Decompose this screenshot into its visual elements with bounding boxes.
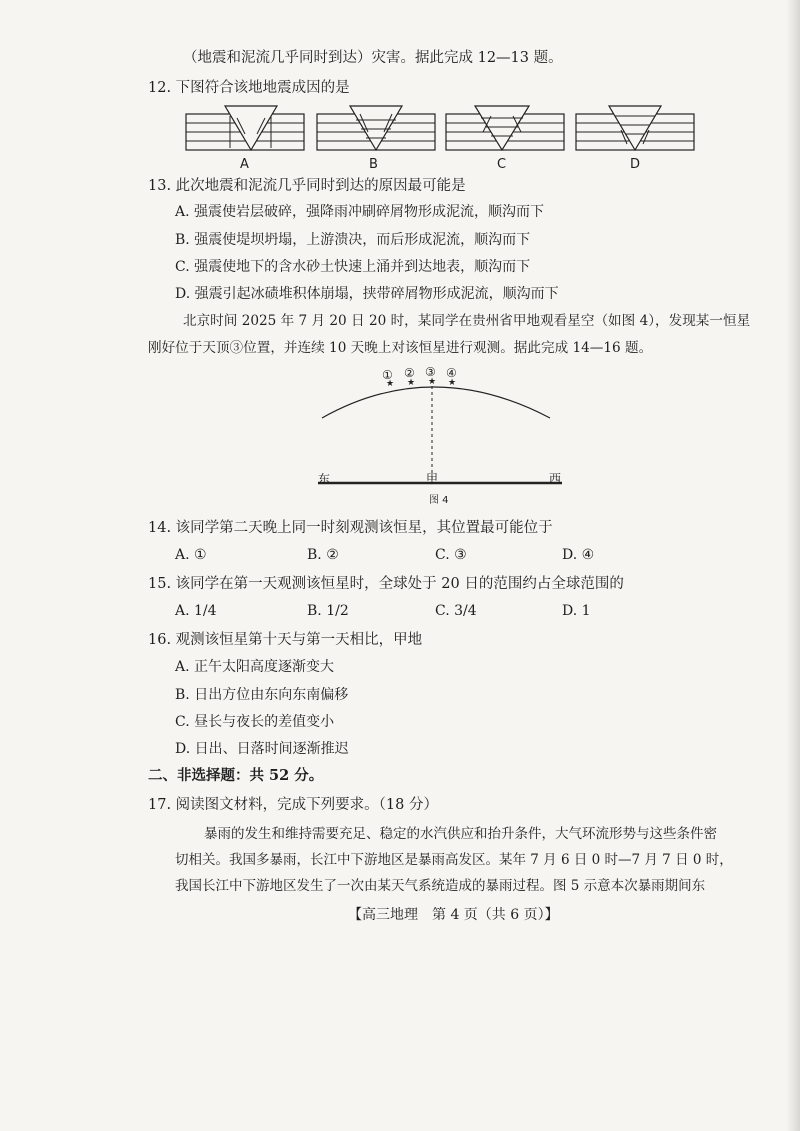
q14-option-b: B. ② <box>307 547 339 563</box>
q16-option-b: B. 日出方位由东向东南偏移 <box>175 687 349 703</box>
star-label-2: ② <box>404 366 415 380</box>
section-2-heading: 二、非选择题：共 52 分。 <box>148 767 324 784</box>
q14-stem: 14. 该同学第二天晚上同一时刻观测该恒星，其位置最可能位于 <box>148 520 553 536</box>
q16-option-d: D. 日出、日落时间逐渐推迟 <box>175 741 349 757</box>
star-4-icon: ★ <box>447 378 457 388</box>
q14-option-d: D. ④ <box>562 547 595 563</box>
page-footer: 【高三地理 第 4 页（共 6 页）】 <box>348 907 559 923</box>
site-jia: 甲 <box>426 472 439 486</box>
star-1-icon: ★ <box>385 379 395 389</box>
q16-stem: 16. 观测该恒星第十天与第一天相比，甲地 <box>148 632 423 648</box>
direction-east: 东 <box>318 472 331 486</box>
fault-diagram-d <box>575 104 695 154</box>
star-label-3: ③ <box>425 365 436 379</box>
passage2-line2: 刚好位于天顶③位置，并连续 10 天晚上对该恒星进行观测。据此完成 14—16 题。 <box>148 340 653 356</box>
passage2-line1: 北京时间 2025 年 7 月 20 日 20 时，某同学在贵州省甲地观看星空（如图 4），发现某一恒星 <box>183 313 751 329</box>
scan-edge-shadow <box>786 0 800 1131</box>
direction-west: 西 <box>549 472 562 486</box>
q13-option-d: D. 强震引起冰碛堆积体崩塌，挟带碎屑物形成泥流，顺沟而下 <box>175 286 559 302</box>
q13-option-a: A. 强震使岩层破碎，强降雨冲刷碎屑物形成泥流，顺沟而下 <box>175 204 545 220</box>
q13-option-c: C. 强震使地下的含水砂土快速上涌并到达地表，顺沟而下 <box>175 259 531 275</box>
q17-paragraph-line3: 我国长江中下游地区发生了一次由某天气系统造成的暴雨过程。图 5 示意本次暴雨期间东 <box>175 878 706 894</box>
fault-label-c: C <box>497 157 507 172</box>
q14-option-c: C. ③ <box>435 547 467 563</box>
q17-stem: 17. 阅读图文材料，完成下列要求。（18 分） <box>148 797 438 813</box>
star-3-icon: ★ <box>427 377 437 387</box>
figure-4-caption: 图 4 <box>429 495 449 506</box>
q17-paragraph-line2: 切相关。我国多暴雨，长江中下游地区是暴雨高发区。某年 7 月 6 日 0 时—7 月 7 日 0 时， <box>175 852 733 868</box>
figure-4-star-diagram <box>300 360 580 500</box>
q12-stem: 12. 下图符合该地地震成因的是 <box>148 80 350 96</box>
star-label-1: ① <box>382 368 393 382</box>
intro-tail: （地震和泥流几乎同时到达）灾害。据此完成 12—13 题。 <box>183 50 563 66</box>
q14-option-a: A. ① <box>175 547 207 563</box>
q15-stem: 15. 该同学在第一天观测该恒星时，全球处于 20 日的范围约占全球范围的 <box>148 576 624 592</box>
q15-option-a: A. 1/4 <box>175 603 217 619</box>
q13-stem: 13. 此次地震和泥流几乎同时到达的原因最可能是 <box>148 178 466 194</box>
q16-option-a: A. 正午太阳高度逐渐变大 <box>175 659 335 675</box>
fault-label-d: D <box>630 157 641 172</box>
fault-label-b: B <box>369 157 378 172</box>
fault-diagram-b <box>316 104 436 154</box>
fault-diagram-a <box>185 104 305 154</box>
star-2-icon: ★ <box>406 378 416 388</box>
q15-option-c: C. 3/4 <box>435 603 477 619</box>
q13-option-b: B. 强震使堤坝坍塌，上游溃决，而后形成泥流，顺沟而下 <box>175 232 531 248</box>
q16-option-c: C. 昼长与夜长的差值变小 <box>175 714 335 730</box>
fault-diagram-c <box>445 104 565 154</box>
q15-option-d: D. 1 <box>562 603 591 619</box>
fault-label-a: A <box>240 157 249 172</box>
q17-paragraph-line1: 暴雨的发生和维持需要充足、稳定的水汽供应和抬升条件，大气环流形势与这些条件密 <box>204 826 717 842</box>
q15-option-b: B. 1/2 <box>307 603 349 619</box>
star-label-4: ④ <box>446 366 457 380</box>
